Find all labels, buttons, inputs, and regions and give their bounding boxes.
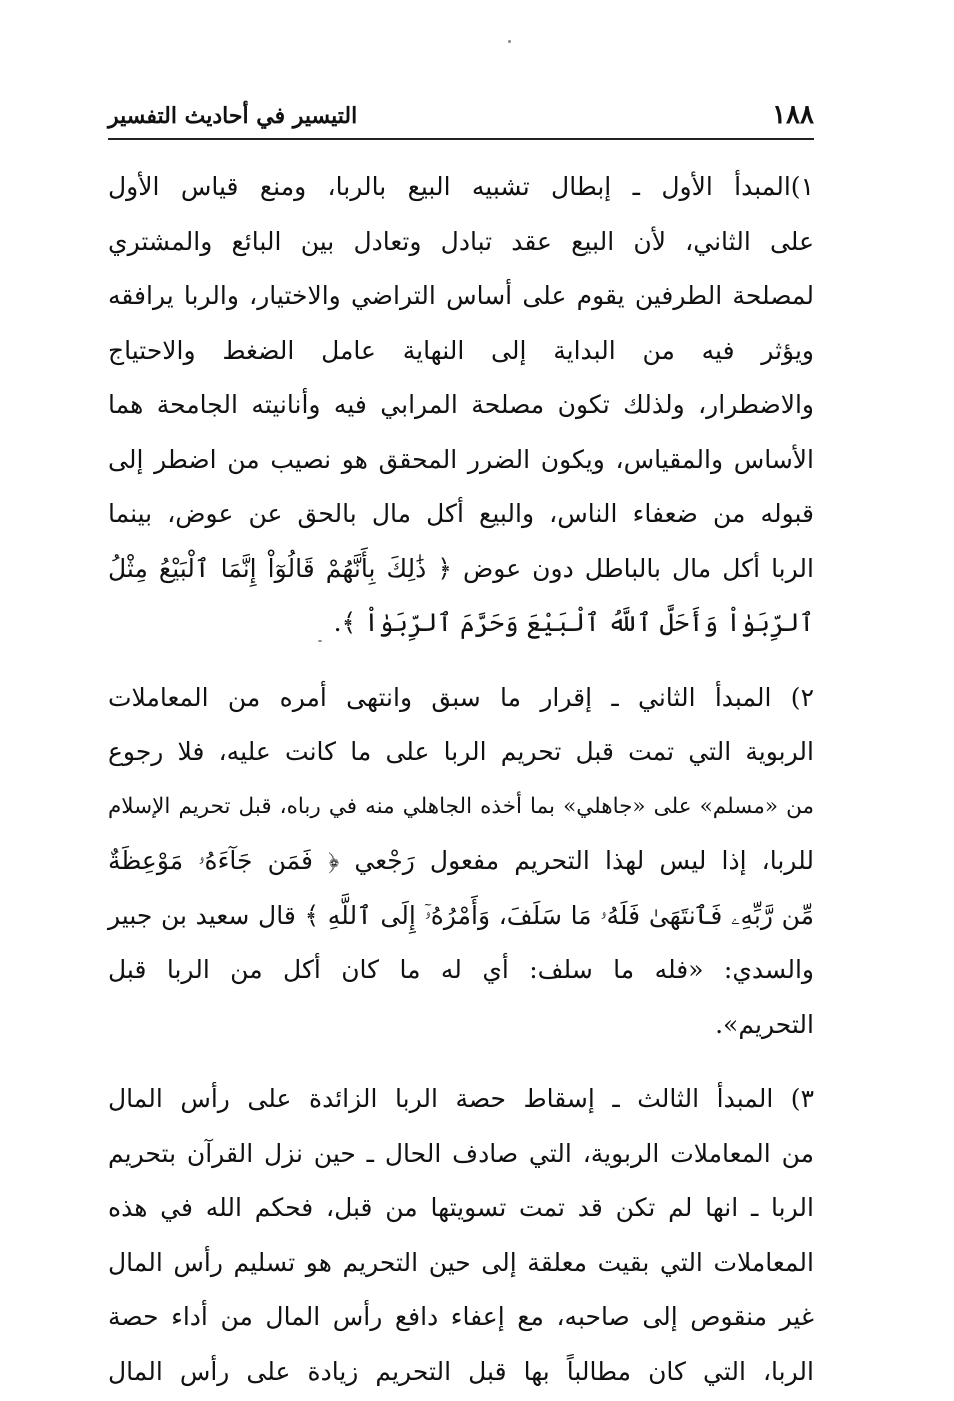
- text-line-quran: ٱلرِّبَوٰاْ وَأَحَلَّ ٱللَّهُ ٱلْبَيْعَ وَحَرَّمَ ٱلرِّبَوٰاْ ﴾.: [333, 608, 814, 637]
- text-line: الربا ـ انها لم تكن قد تمت تسويتها من قبل، فحكم الله في هذه: [108, 1193, 814, 1222]
- scan-speck: [508, 40, 511, 43]
- text-line: من المعاملات الربوية، التي صادف الحال ـ حين نزل القرآن بتحريم: [108, 1138, 814, 1168]
- text-line: قبوله من ضعفاء الناس، والبيع أكل مال بالحق عن عوض، بينما: [108, 499, 814, 528]
- text-line: من «مسلم» على «جاهلي» بما أخذه الجاهلي منه في رباه، قبل تحريم الإسلام: [108, 793, 814, 819]
- text-line: ١)المبدأ الأول ـ إبطال تشبيه البيع بالربا، ومنع قياس الأول: [108, 172, 814, 201]
- text-line: والسدي: «فله ما سلف: أي له ما كان أكل من الربا قبل: [108, 955, 814, 984]
- text-line: غير منقوص إلى صاحبه، مع إعفاء دافع رأس المال من أداء حصة: [108, 1302, 814, 1331]
- text-line-quran: الربا أكل مال بالباطل دون عوض ﴿ ذَٰلِكَ بِأَنَّهُمْ قَالُوٓاْ إِنَّمَا ٱلْبَيْعُ مِثْلُ: [108, 553, 814, 583]
- text-line: الربوية التي تمت قبل تحريم الربا على ما كانت عليه، فلا رجوع: [108, 737, 814, 766]
- text-line: والاضطرار، ولذلك تكون مصلحة المرابي فيه وأنانيته الجامحة هما: [108, 390, 814, 419]
- paragraph-principle-1: [108, 160, 814, 651]
- text-line: التحريم».: [715, 1009, 814, 1039]
- text-line: ويؤثر فيه من البداية إلى النهاية عامل الضغط والاحتياج: [108, 335, 814, 365]
- page-number: ١٨٨: [772, 100, 814, 130]
- text-line-quran: مِّن رَّبِّهِۦ فَٱنتَهَىٰ فَلَهُۥ مَا سَلَفَ، وَأَمْرُهُۥٓ إِلَى ٱللَّهِ ﴾ قال سعيد بن جبير: [108, 900, 814, 930]
- text-line: على الثاني، لأن البيع عقد تبادل وتعادل بين البائع والمشتري: [108, 226, 814, 256]
- running-header: [108, 98, 814, 138]
- scan-speck: [318, 640, 322, 642]
- text-line: ٣) المبدأ الثالث ـ إسقاط حصة الربا الزائدة على رأس المال: [108, 1084, 814, 1113]
- text-line: لمصلحة الطرفين يقوم على أساس التراضي والاختيار، والربا يرافقه: [108, 281, 814, 310]
- paragraph-principle-3: [108, 1072, 814, 1399]
- text-line-quran: للربا، إذا ليس لهذا التحريم مفعول رَجْعي ﴿ فَمَن جَآءَهُۥ مَوْعِظَةٌ: [108, 846, 814, 875]
- body-text: [108, 160, 814, 1399]
- text-line: ٢) المبدأ الثاني ـ إقرار ما سبق وانتهى أمره من المعاملات: [108, 682, 814, 712]
- paragraph-principle-2: [108, 671, 814, 1053]
- book-title: التيسير في أحاديث التفسير: [108, 103, 358, 129]
- header-divider: [108, 138, 814, 140]
- text-line: المعاملات التي بقيت معلقة إلى حين التحريم هو تسليم رأس المال: [108, 1247, 814, 1277]
- text-line: الأساس والمقياس، ويكون الضرر المحقق هو نصيب من اضطر إلى: [108, 444, 814, 474]
- text-line: الربا، التي كان مطالباً بها قبل التحريم زيادة على رأس المال: [108, 1356, 814, 1386]
